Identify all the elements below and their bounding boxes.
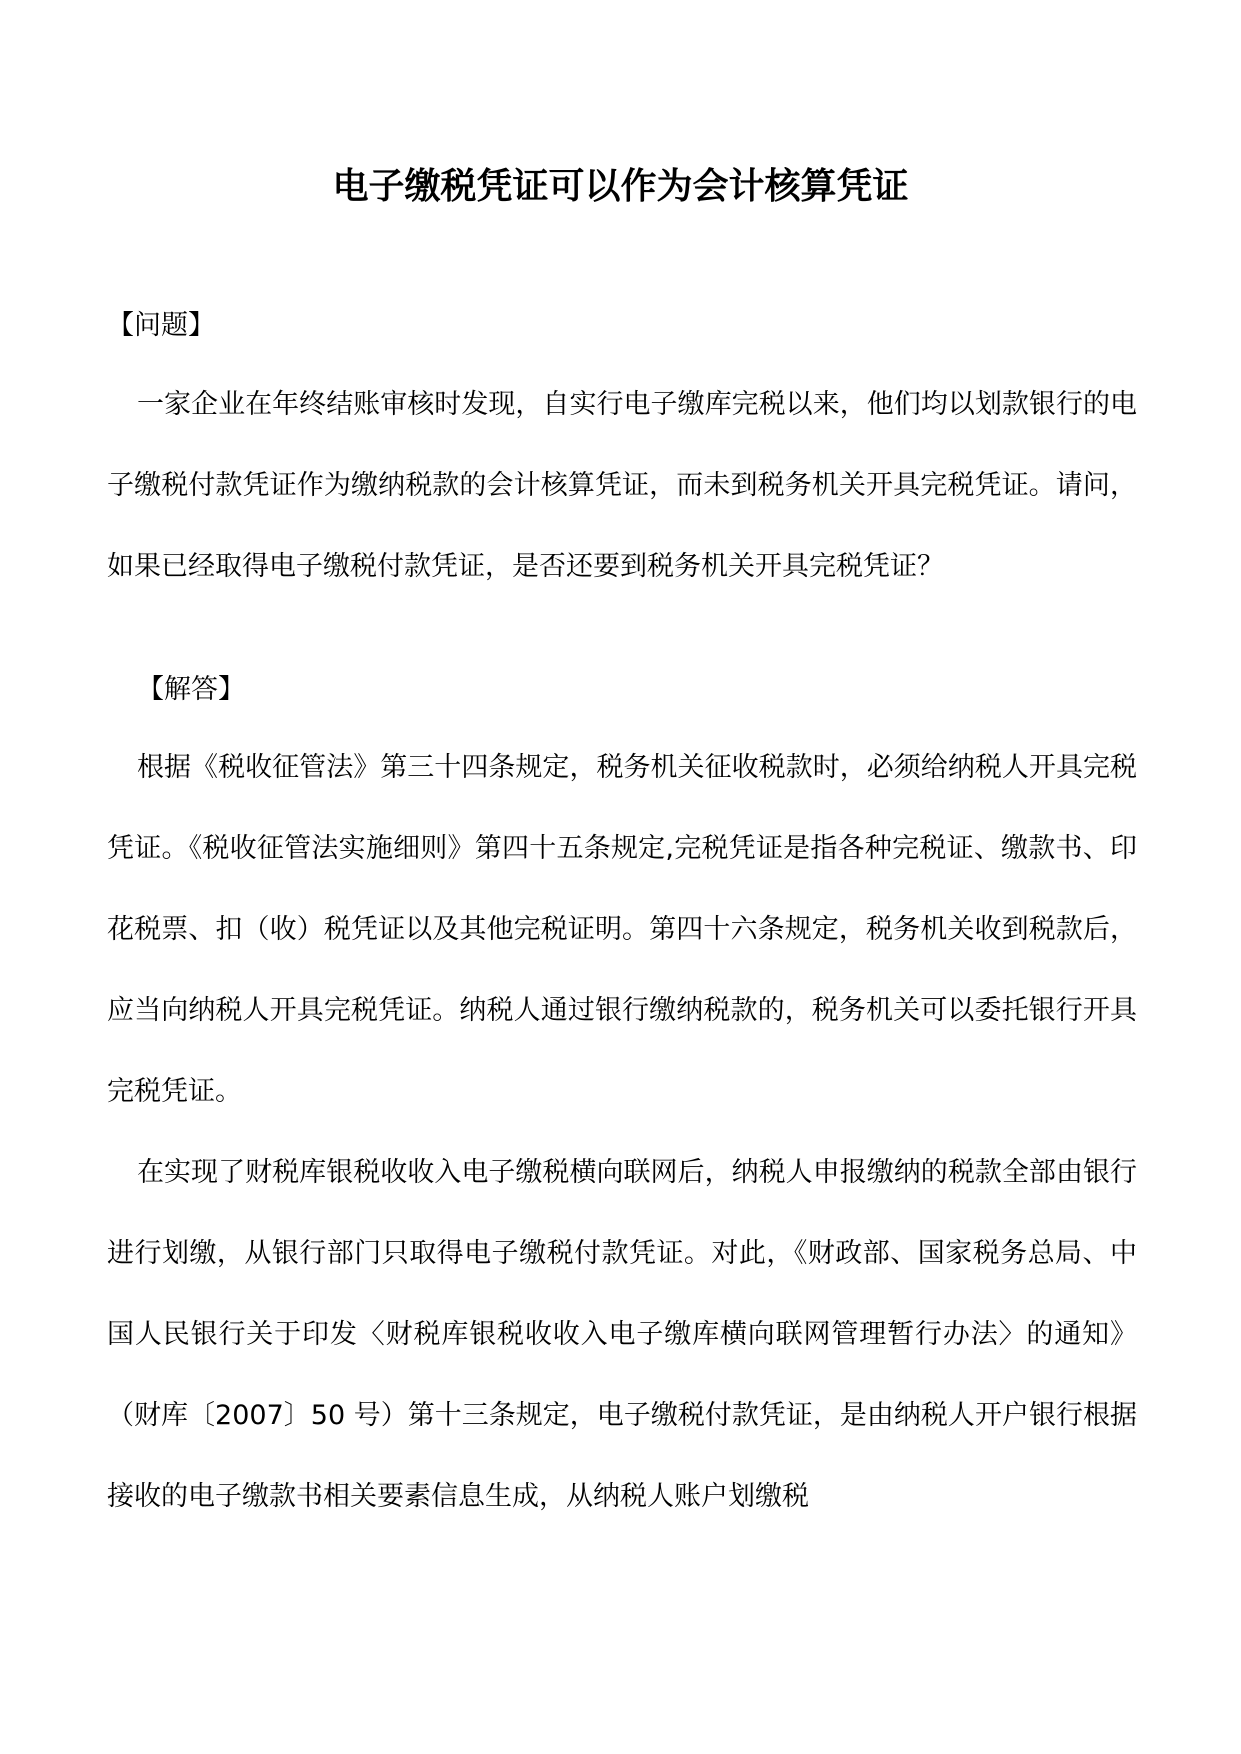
question-label: 【问题】 <box>107 310 215 341</box>
answer-body <box>107 727 1137 1537</box>
answer-paragraph-2: 在实现了财税库银税收收入电子缴税横向联网后，纳税人申报缴纳的税款全部由银行进行划缴，从银行部门只取得电子缴税付款凭证。对此，《财政部、国家税务总局、中国人民银行关于印发〈财税库银税收收入电子缴库横向联网管理暂行办法〉的通知》（财库〔2007〕50 号）第十三条规定，电子缴税付款凭证，是由纳税人开户银行根据接收的电子缴款书相关要素信息生成，从纳税人账户划缴税 <box>107 1157 1137 1512</box>
answer-label: 【解答】 <box>137 674 245 705</box>
question-paragraph: 一家企业在年终结账审核时发现，自实行电子缴库完税以来，他们均以划款银行的电子缴税付款凭证作为缴纳税款的会计核算凭证，而未到税务机关开具完税凭证。请问，如果已经取得电子缴税付款凭证，是否还要到税务机关开具完税凭证？ <box>107 389 1137 582</box>
document-title: 电子缴税凭证可以作为会计核算凭证 <box>332 165 909 207</box>
question-body <box>107 364 1137 607</box>
answer-paragraph-1: 根据《税收征管法》第三十四条规定，税务机关征收税款时，必须给纳税人开具完税凭证。《税收征管法实施细则》第四十五条规定,完税凭证是指各种完税证、缴款书、印花税票、扣（收）税凭证以及其他完税证明。第四十六条规定，税务机关收到税款后，应当向纳税人开具完税凭证。纳税人通过银行缴纳税款的，税务机关可以委托银行开具完税凭证。 <box>107 752 1137 1107</box>
